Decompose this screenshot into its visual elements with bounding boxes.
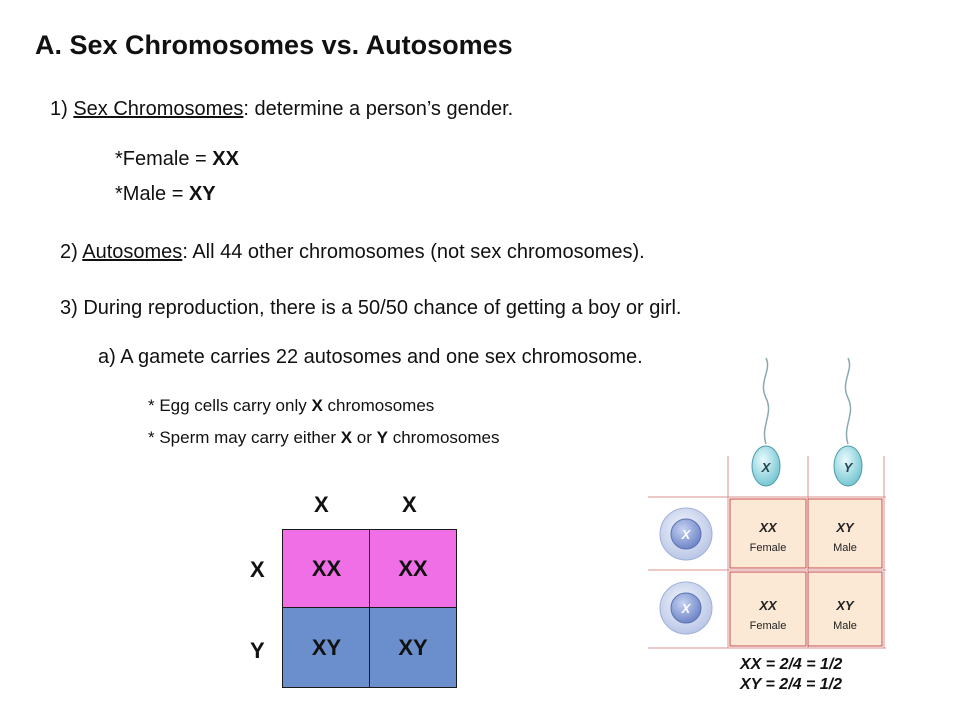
figure-sex: Female — [749, 620, 787, 632]
male-line — [115, 183, 216, 206]
figure-sex: Male — [833, 620, 857, 632]
female-line — [115, 148, 239, 171]
sperm-x-label: X — [761, 460, 771, 475]
figure-genotype: XX — [759, 520, 777, 535]
definition-text: : determine a person’s gender. — [243, 98, 514, 120]
sperm-x-icon — [752, 358, 780, 486]
term-autosomes: Autosomes — [82, 241, 183, 263]
male-value: XY — [188, 183, 216, 205]
definition-text: : All 44 other chromosomes (not sex chromosomes). — [182, 241, 645, 263]
figure-genotype: XX — [759, 598, 777, 613]
punnett-cell: XX — [282, 529, 371, 609]
slide-title: A. Sex Chromosomes vs. Autosomes — [35, 30, 513, 60]
ratio-xy: XY = 2/4 = 1/2 — [740, 676, 843, 693]
autosomes-line — [60, 241, 645, 264]
sperm-line — [148, 428, 499, 448]
sex-chromosomes-line — [50, 98, 513, 121]
punnett-illustration — [648, 356, 886, 696]
sperm-y: Y — [376, 428, 388, 447]
egg-label: X — [681, 527, 691, 542]
figure-genotype: XY — [836, 520, 854, 535]
reproduction-line: 3) During reproduction, there is a 50/50 chance of getting a boy or girl. — [60, 297, 682, 319]
female-value: XX — [212, 148, 239, 170]
sperm-text-end: chromosomes — [387, 428, 500, 447]
figure-sex: Male — [833, 542, 857, 554]
egg-label: X — [681, 601, 691, 616]
egg-text: * Egg cells carry only — [148, 396, 312, 415]
figure-genotype: XY — [836, 598, 854, 613]
ratio-xx: XX = 2/4 = 1/2 — [740, 656, 843, 673]
egg-line — [148, 396, 434, 416]
gamete-line: a) A gamete carries 22 autosomes and one sex chromosome. — [98, 346, 643, 368]
punnett-cell: XY — [282, 607, 371, 688]
sperm-text: * Sperm may carry either — [148, 428, 341, 447]
punnett-row-header: X — [250, 557, 265, 582]
term-sex-chromosomes: Sex Chromosomes — [73, 98, 244, 120]
punnett-cell: XX — [369, 529, 457, 609]
egg-cell-icon — [660, 582, 712, 634]
female-label: *Female = — [115, 148, 213, 170]
figure-sex: Female — [749, 542, 787, 554]
punnett-row-header: Y — [250, 638, 265, 663]
punnett-cell: XY — [369, 607, 457, 688]
sperm-y-icon — [834, 358, 862, 486]
punnett-col-header: X — [402, 492, 417, 517]
item-number: 2) — [60, 241, 83, 263]
egg-text-end: chromosomes — [322, 396, 435, 415]
egg-cell-icon — [660, 508, 712, 560]
sperm-x: X — [340, 428, 353, 447]
punnett-col-header: X — [314, 492, 329, 517]
item-number: 1) — [50, 98, 74, 120]
sperm-y-label: Y — [843, 460, 853, 475]
egg-x: X — [311, 396, 323, 415]
sperm-text-mid: or — [352, 428, 377, 447]
male-label: *Male = — [115, 183, 189, 205]
